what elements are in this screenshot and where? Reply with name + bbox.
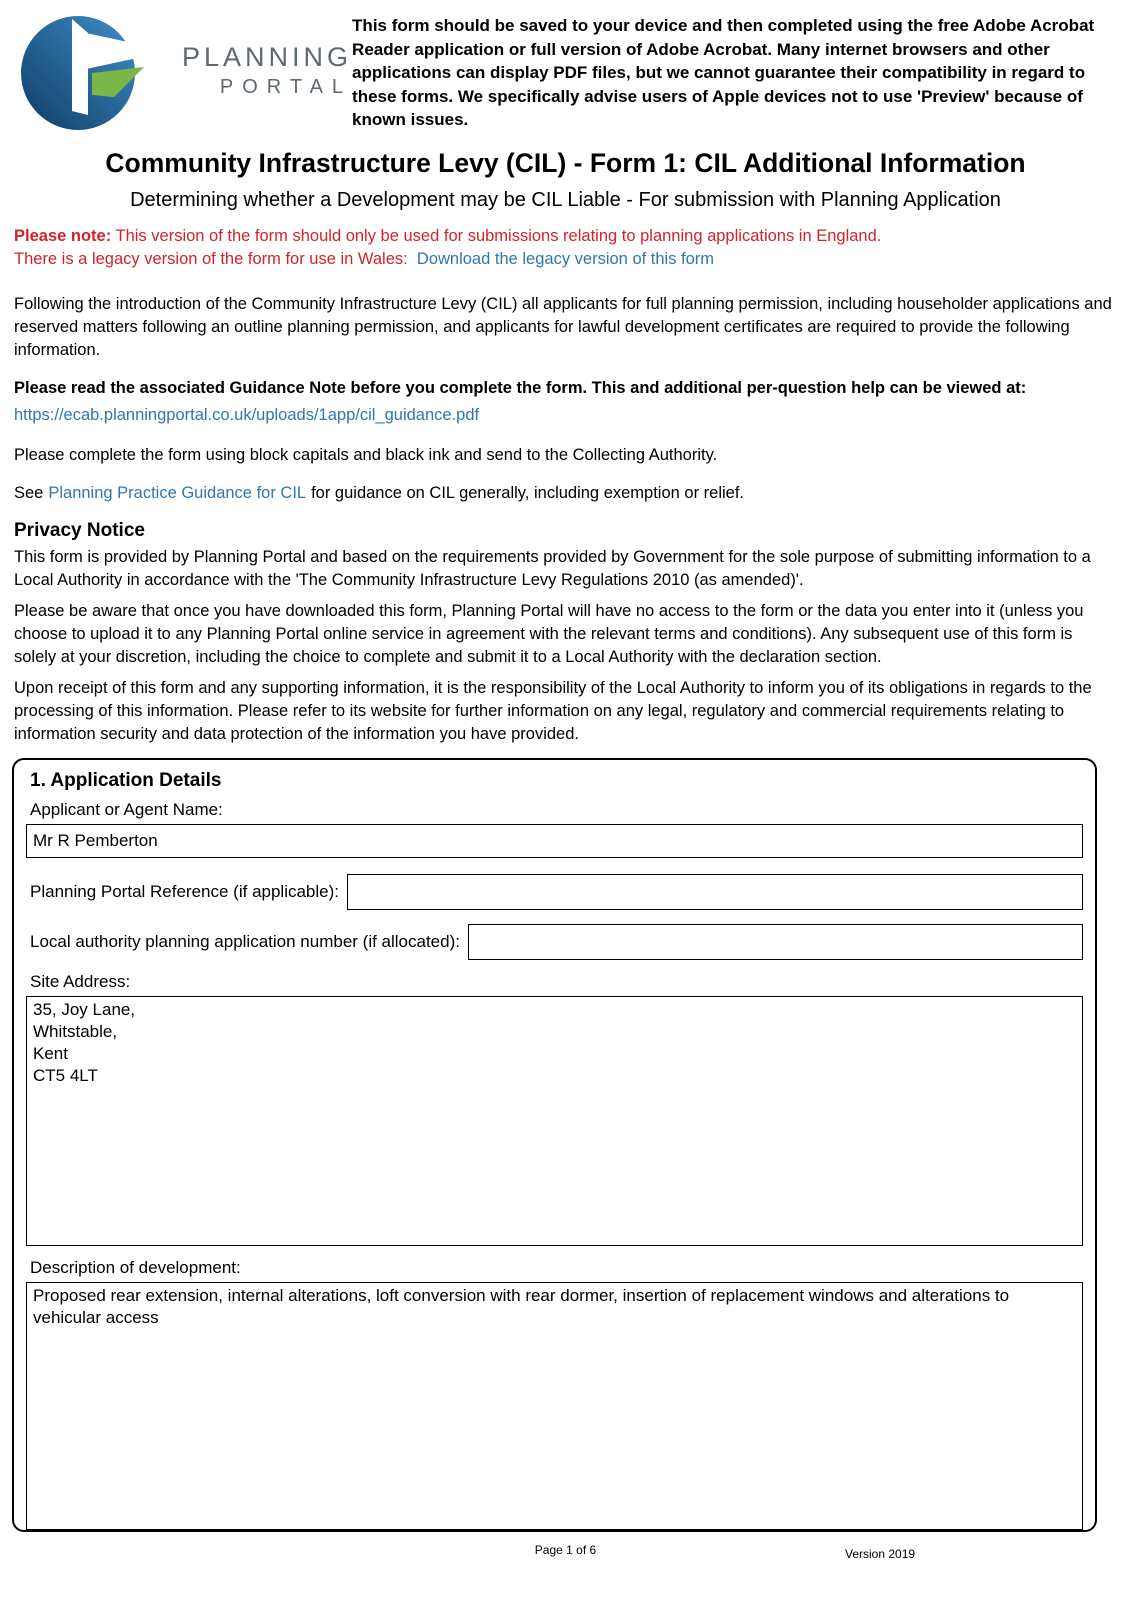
page-number: Page 1 of 6 <box>534 1543 597 1557</box>
applicant-name-label: Applicant or Agent Name: <box>30 800 223 819</box>
cil-guidance-note <box>14 482 1117 505</box>
legacy-form-link[interactable]: Download the legacy version of this form <box>416 249 715 268</box>
privacy-notice-heading: Privacy Notice <box>14 519 145 541</box>
see-suffix: for guidance on CIL generally, including exemption or relief. <box>311 483 745 502</box>
planning-portal-ref-row <box>26 874 1083 910</box>
block-capitals-note: Please complete the form using block capitals and black ink and send to the Collecting Authority. <box>14 445 718 464</box>
applicant-name-input[interactable] <box>26 824 1083 858</box>
guidance-link-line <box>14 404 1117 427</box>
save-notice: This form should be saved to your device and then completed using the free Adobe Acrobat Reader application or full version of Adobe Acrobat. Many internet browsers and other applications can display PDF files, but we cannot guarantee their compatibility in regard to these forms. We specifically advise users of Apple devices not to use 'Preview' because of known issues. <box>352 16 1095 129</box>
logo-wordmark-line2: PORTAL <box>219 76 353 99</box>
planning-portal-ref-input[interactable] <box>347 874 1083 910</box>
planning-portal-logo <box>18 10 352 132</box>
version-label: Version 2019 <box>845 1547 916 1561</box>
application-details-section <box>12 758 1097 1532</box>
logo-wordmark <box>182 42 352 99</box>
privacy-paragraph-1: This form is provided by Planning Portal and based on the requirements provided by Government for the sole purpose of submitting information to a Local Authority in accordance with the 'The Community Infrastructure Levy Regulations 2010 (as amended)'. <box>14 547 1091 589</box>
form-title: Community Infrastructure Levy (CIL) - Form 1: CIL Additional Information <box>105 147 1026 178</box>
la-number-input[interactable] <box>468 924 1083 960</box>
planning-portal-ref-label: Planning Portal Reference (if applicable): <box>30 882 340 901</box>
la-number-label: Local authority planning application number (if allocated): <box>30 932 460 951</box>
guidance-note: Please read the associated Guidance Note before you complete the form. This and additional per-question help can be viewed at: <box>14 378 1027 397</box>
intro-paragraph: Following the introduction of the Community Infrastructure Levy (CIL) all applicants for full planning permission, including householder applications and reserved matters following an outline planning permission, and applicants for lawful development certificates are required to provide the following information. <box>14 294 1112 359</box>
cil-guidance-link[interactable]: Planning Practice Guidance for CIL <box>48 483 307 502</box>
privacy-paragraph-2: Please be aware that once you have downloaded this form, Planning Portal will have no access to the form or the data you enter into it (unless you choose to upload it to any Planning Portal online service in agreement with the relevant terms and conditions). Any subsequent use of this form is solely at your discretion, including the choice to complete and submit it to a Local Authority with the declaration section. <box>14 601 1084 666</box>
england-note-line1: This version of the form should only be used for submissions relating to planning applications in England. <box>115 226 882 245</box>
guidance-link[interactable]: https://ecab.planningportal.co.uk/uploads/1app/cil_guidance.pdf <box>14 405 480 424</box>
header <box>0 0 1131 132</box>
la-number-row <box>26 924 1083 960</box>
privacy-notice <box>14 520 1117 746</box>
form-subtitle: Determining whether a Development may be CIL Liable - For submission with Planning Application <box>130 188 1001 211</box>
description-label: Description of development: <box>30 1258 241 1277</box>
planning-portal-logo-icon <box>18 11 176 131</box>
site-address-input[interactable] <box>26 996 1083 1246</box>
application-details-heading: 1. Application Details <box>30 770 222 791</box>
please-note-label: Please note: <box>14 226 112 245</box>
england-only-note <box>14 225 1117 271</box>
description-input[interactable] <box>26 1282 1083 1530</box>
see-prefix: See <box>14 483 44 502</box>
logo-wordmark-line1: PLANNING <box>182 42 353 73</box>
site-address-label: Site Address: <box>30 972 131 991</box>
privacy-paragraph-3: Upon receipt of this form and any supporting information, it is the responsibility of the Local Authority to inform you of its obligations in regards to the processing of this information. Please refer to its website for further information on any legal, regulatory and commercial requirements relating to information security and data protection of the information you have provided. <box>14 678 1092 743</box>
england-note-line2: There is a legacy version of the form for use in Wales: <box>14 249 408 268</box>
